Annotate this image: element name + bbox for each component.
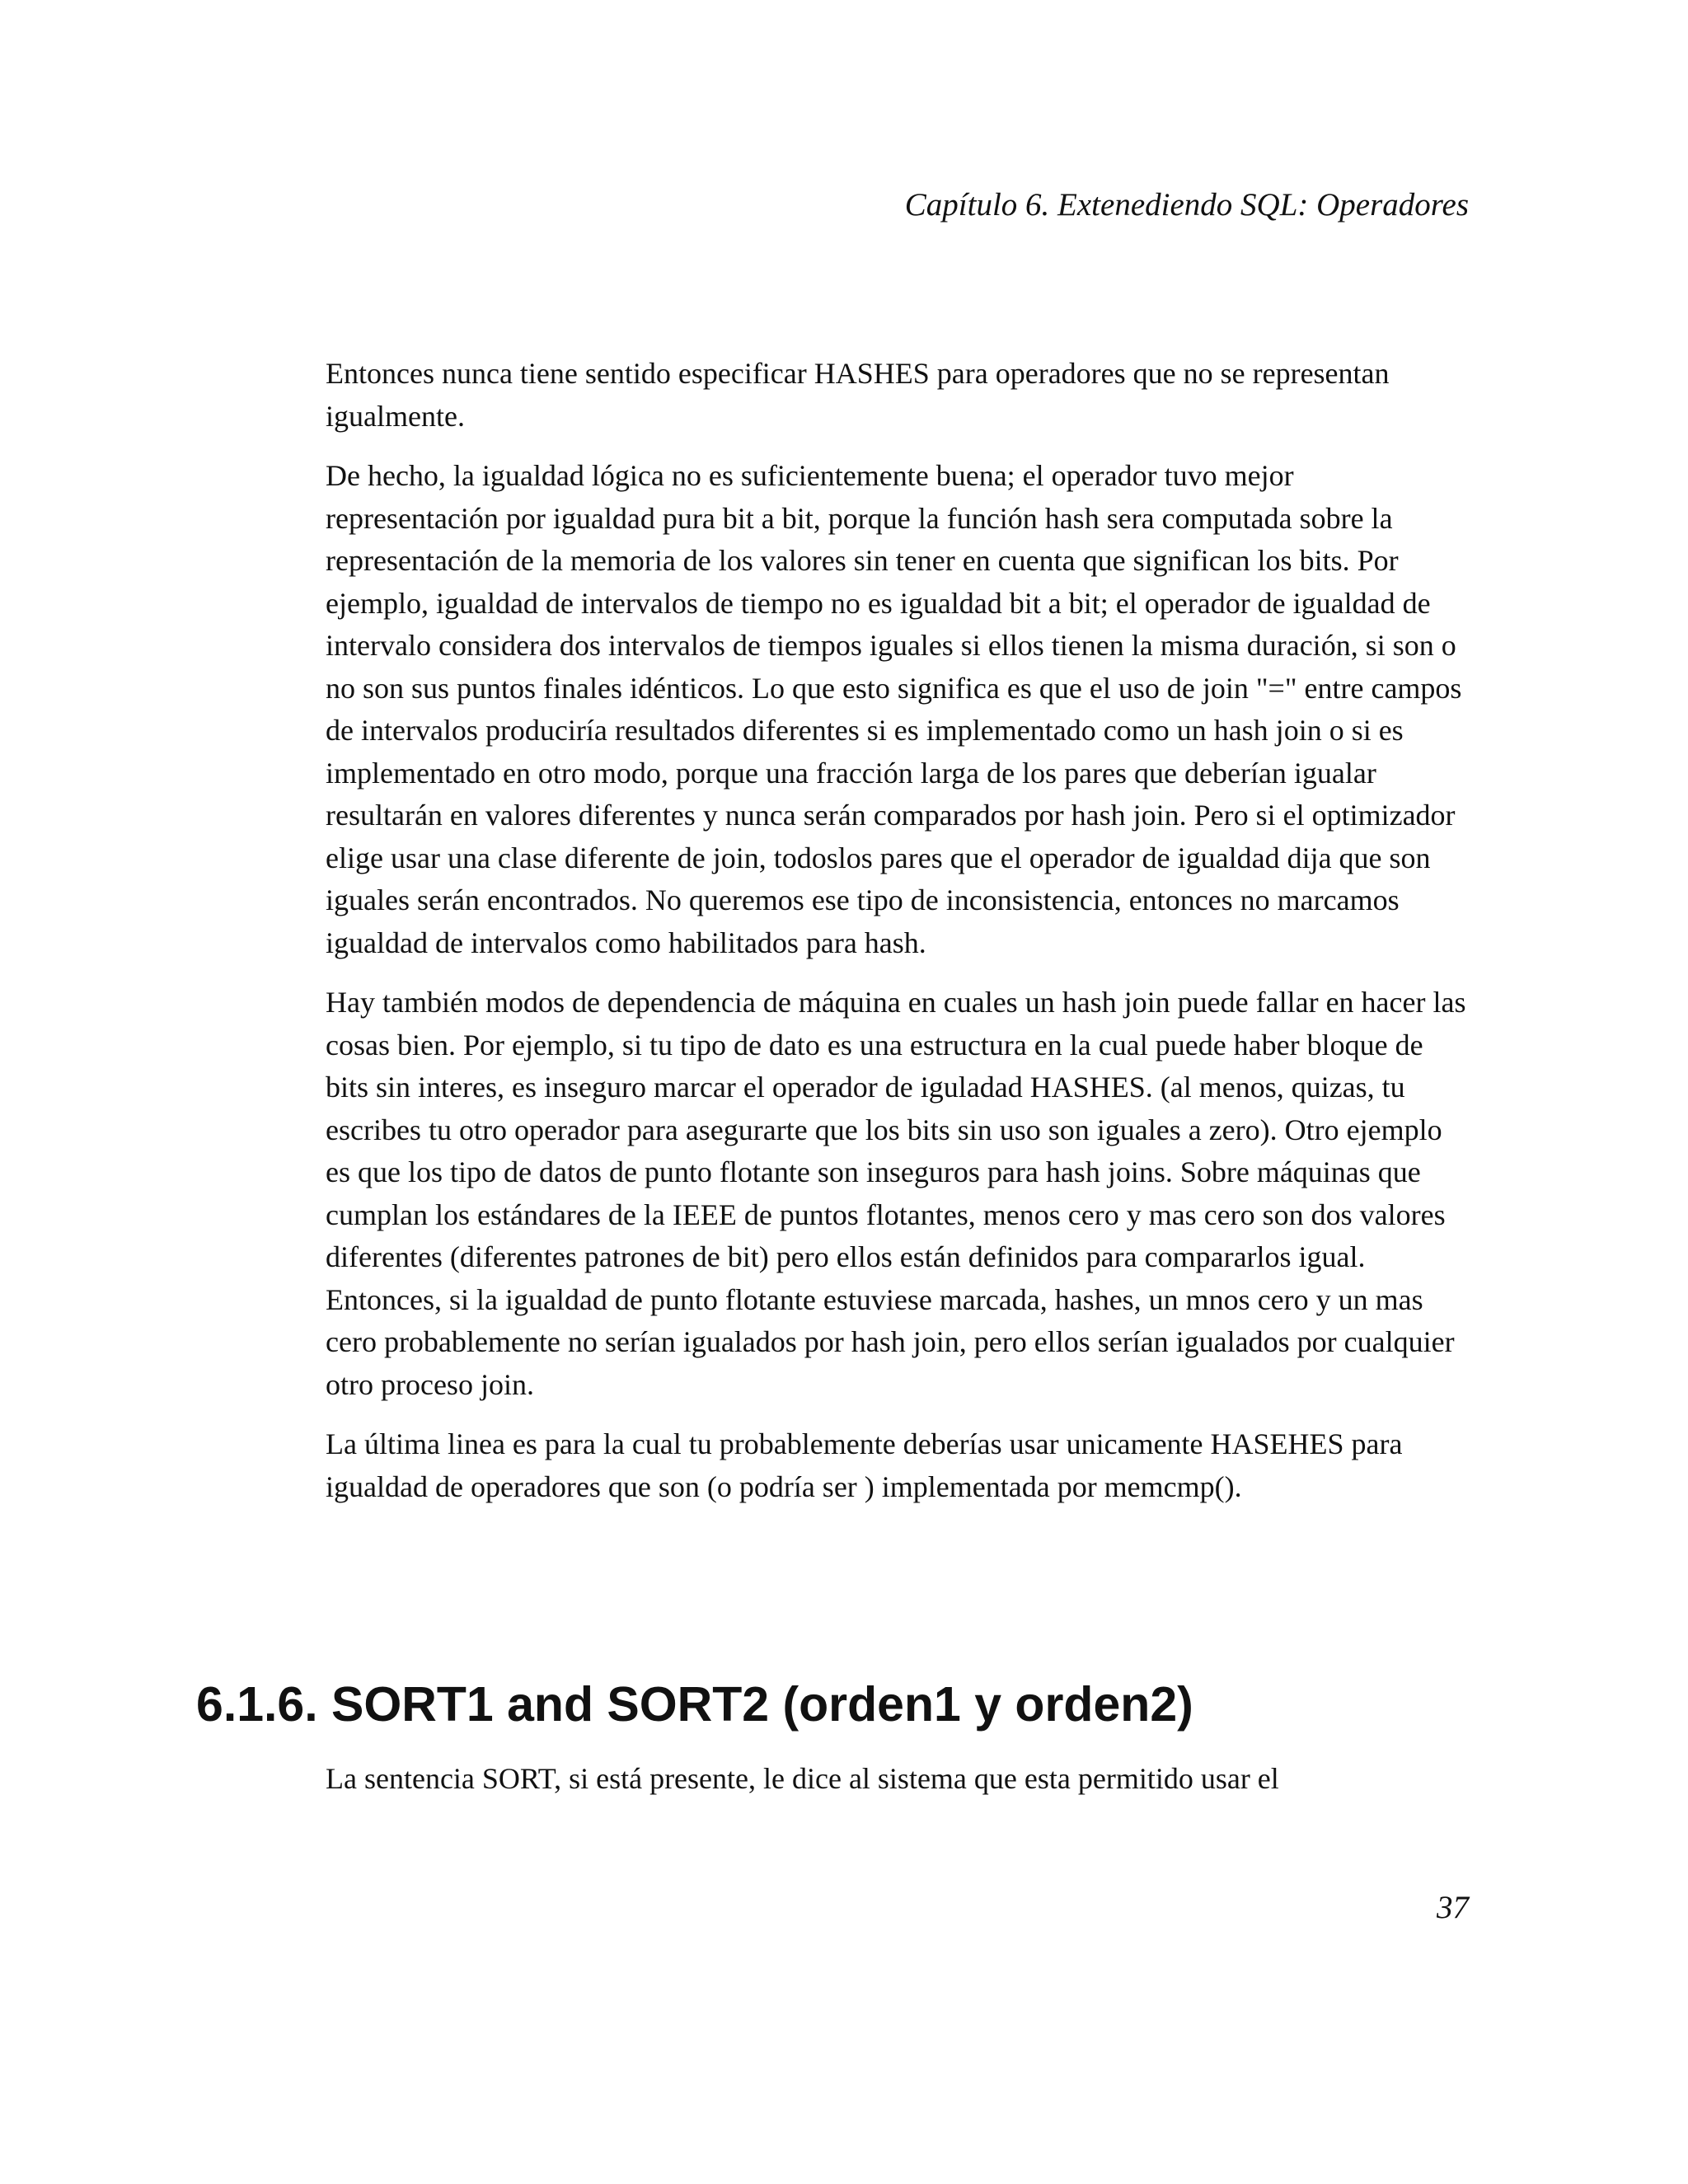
page-number: 37 (1437, 1890, 1469, 1925)
paragraph-1: Entonces nunca tiene sentido especificar HASHES para operadores que no se representan igualmente. (326, 357, 1390, 433)
section-heading: 6.1.6. SORT1 and SORT2 (orden1 y orden2) (196, 1677, 1193, 1732)
paragraph-3: Hay también modos de dependencia de máquina en cuales un hash join puede fallar en hacer las cosas bien. Por ejemplo, si tu tipo de dato es una estructura en la cual puede haber bloque de bits sin interes, es inseguro marcar el operador de iguladad HASHES. (al menos, quizas, tu escribes tu otro operador para asegurarte que los bits sin uso son iguales a zero). Otro ejemplo es que los tipo de datos de punto flotante son inseguros para hash joins. Sobre máquinas que cumplan los estándares de la IEEE de puntos flotantes, menos cero y mas cero son dos valores diferentes (diferentes patrones de bit) pero ellos están definidos para compararlos igual. Entonces, si la igualdad de punto flotante estuviese marcada, hashes, un mnos cero y un mas cero probablemente no serían igualados por hash join, pero ellos serían igualados por cualquier otro proceso join. (326, 986, 1466, 1401)
paragraph-4: La última linea es para la cual tu probablemente deberías usar unicamente HASEHES para igualdad de operadores que son (o podría ser ) implementada por memcmp(). (326, 1427, 1403, 1503)
section-intro-paragraph: La sentencia SORT, si está presente, le dice al sistema que esta permitido usar el (326, 1762, 1279, 1795)
running-header: Capítulo 6. Extenediendo SQL: Operadores (904, 187, 1469, 223)
paragraph-2: De hecho, la igualdad lógica no es suficientemente buena; el operador tuvo mejor representación por igualdad pura bit a bit, porque la función hash sera computada sobre la representación de la memoria de los valores sin tener en cuenta que significan los bits. Por ejemplo, igualdad de intervalos de tiempo no es igualdad bit a bit; el operador de igualdad de intervalo considera dos intervalos de tiempos iguales si ellos tienen la misma duración, si son o no son sus puntos finales idénticos. Lo que esto significa es que el uso de join "=" entre campos de intervalos produciría resultados diferentes si es implementado como un hash join o si es implementado en otro modo, porque una fracción larga de los pares que deberían igualar resultarán en valores diferentes y nunca serán comparados por hash join. Pero si el optimizador elige usar una clase diferente de join, todoslos pares que el operador de igualdad dija que son iguales serán encontrados. No queremos ese tipo de inconsistencia, entonces no marcamos igualdad de intervalos como habilitados para hash. (326, 459, 1462, 959)
body-text (326, 353, 1471, 1526)
